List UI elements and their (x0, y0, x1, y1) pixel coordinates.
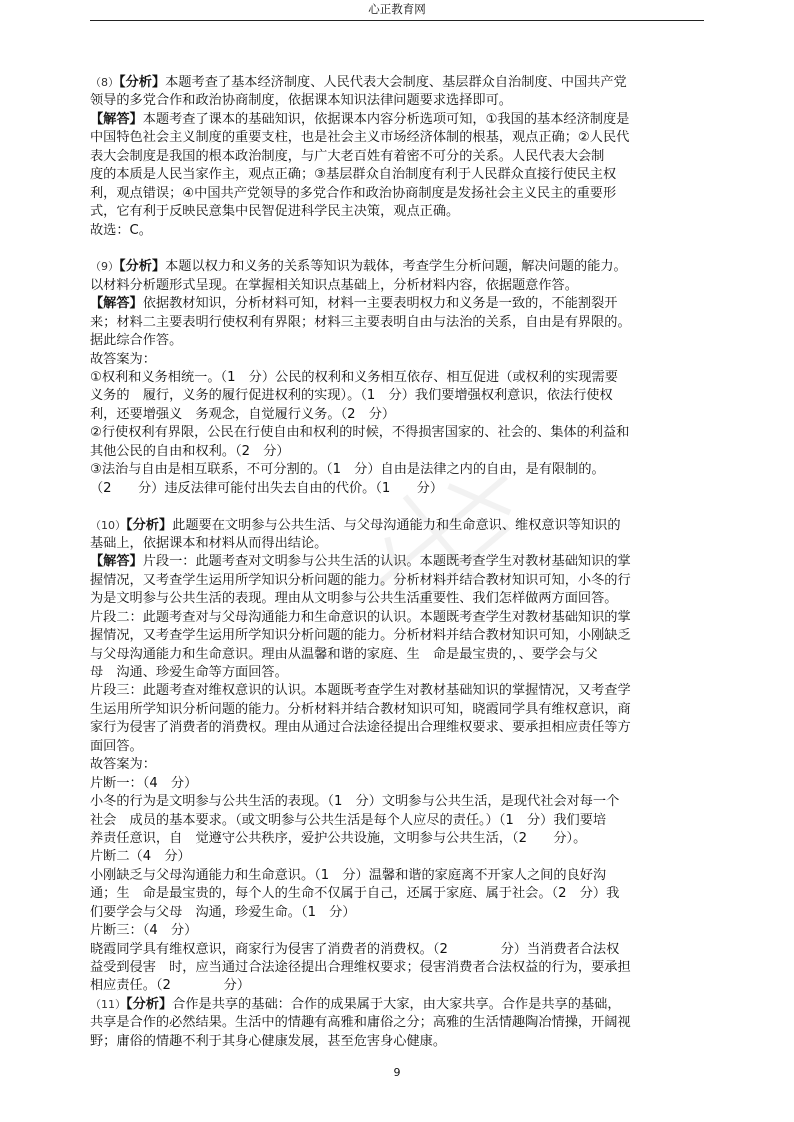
s10-line: 片断二（4 分） (90, 849, 191, 865)
s8-line: 式，它有利于反映民意集中民智促进科学民主决策，观点正确。 (90, 204, 460, 220)
s9-line: 利，还要增强义 务观念，自觉履行义务。（2 分） (90, 406, 396, 422)
document-body (90, 74, 702, 1051)
s10-line: 握情况，又考查学生运用所学知识分析问题的能力。分析材料并结合教材知识可知，小冬的行 (90, 572, 631, 588)
s10-line: 基础上，依据课本和材料从而得出结论。 (90, 535, 328, 551)
analysis-tag: 【分析】 (126, 996, 173, 1012)
s10-line (90, 553, 702, 571)
s10-line: 晓霞同学具有维权意识，商家行为侵害了消费者的消费权。（2 分）当消费者合法权 (90, 941, 620, 957)
s9-line: （2 分）违反法律可能付出失去自由的代价。（1 分） (90, 480, 444, 496)
s8-line: 表大会制度是我国的根本政治制度，与广大老百姓有着密不可分的关系。人民代表大会制 (90, 148, 605, 164)
question-number: （8） (90, 76, 119, 89)
answer-tag: 【解答】 (90, 111, 143, 127)
s8-text: 本题考查了课本的基础知识，依据课本内容分析选项可知，①我国的基本经济制度是 (142, 111, 630, 127)
s9-line: 以材料分析题形式呈现。在掌握相关知识点基础上，分析材料内容，依据题意作答。 (90, 277, 578, 293)
s9-line: ③法治与自由是相互联系，不可分割的。（1 分）自由是法律之内的自由，是有限制的。 (90, 462, 605, 478)
page-number: 9 (393, 1066, 401, 1079)
s9-line (90, 295, 702, 313)
s9-line: 故答案为： (90, 351, 156, 367)
s10-line: 社会 成员的基本要求。（或文明参与公共生活是每个人应尽的责任。）（1 分）我们要培 (90, 812, 607, 828)
page-header (90, 0, 704, 21)
s9-line: 据此综合作答。 (90, 333, 183, 349)
s8-line (90, 74, 702, 92)
s11-line (90, 996, 702, 1014)
s8-line (90, 111, 702, 129)
s10-line: 故答案为： (90, 757, 156, 773)
s8-line: 领导的多党合作和政治协商制度，依据课本知识法律问题要求选择即可。 (90, 93, 512, 109)
s10-line: 片段三：此题考查对维权意识的认识。本题既考查学生对教材基础知识的掌握情况，又考查学 (90, 683, 631, 699)
s11-text: 合作是共享的基础：合作的成果属于大家，由大家共享。合作是共享的基础， (172, 996, 621, 1012)
s10-line: 与父母沟通能力和生命意识。理由从温馨和谐的家庭、生 命是最宝贵的，、要学会与父 (90, 646, 598, 662)
answer-tag: 【解答】 (90, 296, 143, 312)
s10-text: 此题要在文明参与公共生活、与父母沟通能力和生命意识、维权意识等知识的 (172, 517, 621, 533)
analysis-tag: 【分析】 (119, 75, 166, 90)
s10-line: 为是文明参与公共生活的表现。理由从文明参与公共生活重要性、我们怎样做两方面回答。 (90, 591, 618, 607)
s10-line: 家行为侵害了消费者的消费权。理由从通过合法途径提出合理维权要求、要承担相应责任等方 (90, 720, 631, 736)
s9-line: 义务的 履行，义务的履行促进权利的实现）。（1 分）我们要增强权利意识，依法行使权 (90, 388, 613, 404)
s10-line: 面回答。 (90, 738, 143, 754)
s8-line: 故选：C。 (90, 222, 152, 238)
s9-line: 来；材料二主要表明行使权利有界限；材料三主要表明自由与法治的关系，自由是有界限的。 (90, 314, 631, 330)
s10-text: 片段一：此题考查对文明参与公共生活的认识。本题既考查学生对教材基础知识的掌 (142, 554, 631, 570)
question-number: （11） (90, 997, 126, 1011)
s10-line (90, 517, 702, 535)
s9-line: ①权利和义务相统一。（1 分）公民的权利和义务相互依存、相互促进（或权利的实现需要 (90, 370, 618, 385)
s10-line: 片断一：（4 分） (90, 775, 198, 791)
s10-line: 小冬的行为是文明参与公共生活的表现。（1 分）文明参与公共生活，是现代社会对每一个 (90, 794, 620, 810)
s8-line: 利，观点错误；④中国共产党领导的多党合作和政治协商制度是发扬社会主义民主的重要形 (90, 185, 617, 201)
s8-text: 本题考查了基本经济制度、人民代表大会制度、基层群众自治制度、中国共产党 (165, 75, 627, 90)
s10-line: 相应责任。（2 分） (90, 978, 251, 994)
question-number: （10） (90, 518, 126, 532)
analysis-tag: 【分析】 (126, 517, 173, 533)
s10-line: 益受到侵害 时，应当通过合法途径提出合理维权要求；侵害消费者合法权益的行为，要承担 (90, 960, 631, 975)
s10-line: 片断三：（4 分） (90, 923, 198, 939)
header-title: 心正教育网 (368, 2, 426, 16)
analysis-tag: 【分析】 (119, 259, 166, 275)
s9-line (90, 258, 702, 276)
s10-line: 养责任意识，自 觉遵守公共秩序，爱护公共设施，文明参与公共生活，（2 分）。 (90, 830, 587, 846)
s10-line: 握情况，又考查学生运用所学知识分析问题的能力。分析材料并结合教材知识可知，小刚缺乏 (90, 628, 631, 644)
s10-line: 们要学会与父母 沟通，珍爱生命。（1 分） (90, 904, 356, 920)
s8-line: 度的本质是人民当家作主，观点正确；③基层群众自治制度有利于人民群众直接行使民主权 (90, 167, 617, 183)
s10-line: 母 沟通、珍爱生命等方面回答。 (90, 665, 288, 680)
s9-text: 本题以权力和义务的关系等知识为载体，考查学生分析问题，解决问题的能力。 (165, 259, 627, 275)
s10-line: 生运用所学知识分析问题的能力。分析材料并结合教材知识可知，晓霞同学具有维权意识，商 (90, 701, 631, 717)
question-number: （9） (90, 260, 119, 274)
s10-line: 通；生 命是最宝贵的，每个人的生命不仅属于自己，还属于家庭、属于社会。（2 分）我 (90, 886, 620, 902)
s10-line: 片段二：此题考查对与父母沟通能力和生命意识的认识。本题既考查学生对教材基础知识的掌 (90, 609, 631, 625)
s11-line: 野；庸俗的情趣不利于其身心健康发展，甚至危害身心健康。 (90, 1033, 447, 1049)
s9-line: 其他公民的自由和权利。（2 分） (90, 443, 290, 459)
s10-line: 小刚缺乏与父母沟通能力和生命意识。（1 分）温馨和谐的家庭离不开家人之间的良好沟 (90, 867, 607, 883)
s11-line: 共享是合作的必然结果。生活中的情趣有高雅和庸俗之分；高雅的生活情趣陶冶情操，开阔视 (90, 1015, 631, 1031)
s9-text: 依据教材知识，分析材料可知，材料一主要表明权力和义务是一致的，不能割裂开 (142, 296, 618, 312)
s9-line: ②行使权利有界限，公民在行使自由和权利的时候，不得损害国家的、社会的、集体的利益和 (90, 425, 630, 441)
answer-tag: 【解答】 (90, 554, 143, 570)
s8-line: 中国特色社会主义制度的重要支柱，也是社会主义市场经济体制的根基，观点正确；②人民代 (90, 130, 630, 146)
